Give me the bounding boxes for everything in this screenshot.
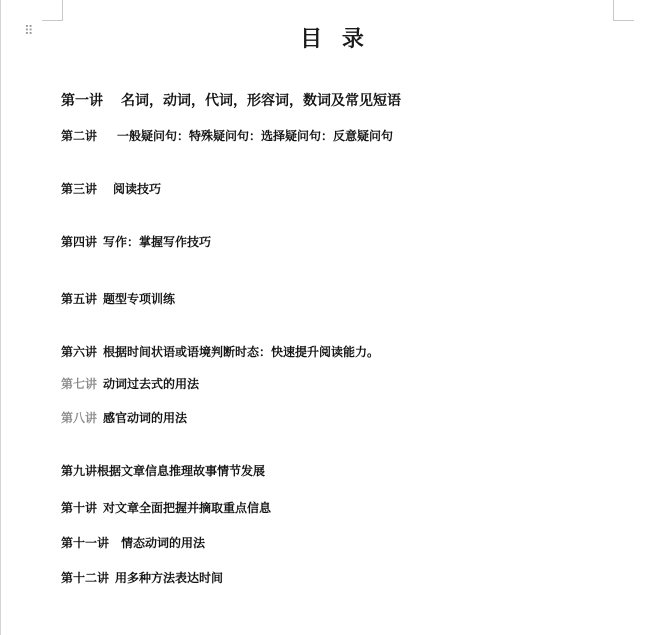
toc-entry-number: 第二讲 bbox=[61, 129, 98, 143]
toc-entry-number: 第三讲 bbox=[61, 182, 98, 196]
toc-entry-5[interactable] bbox=[61, 290, 175, 307]
toc-entry-number: 第十二讲 bbox=[61, 571, 110, 585]
toc-entry-text: 题型专项训练 bbox=[103, 292, 176, 306]
toc-entry-number: 第十讲 bbox=[61, 501, 98, 515]
toc-entry-9[interactable] bbox=[61, 462, 265, 479]
toc-entry-number: 第五讲 bbox=[61, 292, 98, 306]
toc-entry-3[interactable] bbox=[61, 180, 161, 197]
toc-entry-number: 第六讲 bbox=[61, 345, 98, 359]
margin-corner-top-right bbox=[613, 0, 634, 21]
toc-entry-number: 第九讲 bbox=[61, 464, 98, 478]
toc-entry-text: 名词，动词，代词，形容词，数词及常见短语 bbox=[121, 93, 401, 109]
drag-handle-icon[interactable]: ⠿ bbox=[24, 24, 35, 39]
toc-entry-text: 对文章全面把握并摘取重点信息 bbox=[103, 501, 272, 515]
toc-entry-number: 第四讲 bbox=[61, 235, 98, 249]
toc-entry-text: 写作：掌握写作技巧 bbox=[103, 235, 212, 249]
page-edge bbox=[0, 0, 1, 635]
toc-entry-number: 第八讲 bbox=[61, 411, 98, 425]
toc-entry-text: 一般疑问句：特殊疑问句：选择疑问句：反意疑问句 bbox=[117, 129, 394, 143]
toc-entry-7[interactable] bbox=[61, 375, 199, 392]
toc-entry-11[interactable] bbox=[61, 534, 205, 551]
toc-entry-4[interactable] bbox=[61, 233, 211, 250]
toc-entry-text: 情态动词的用法 bbox=[121, 536, 206, 550]
toc-entry-number: 第十一讲 bbox=[61, 536, 110, 550]
toc-entry-text: 根据文章信息推理故事情节发展 bbox=[97, 464, 266, 478]
margin-corner-top-left bbox=[42, 0, 63, 21]
toc-entry-number: 第七讲 bbox=[61, 377, 98, 391]
toc-entry-text: 感官动词的用法 bbox=[103, 411, 188, 425]
toc-entry-6[interactable] bbox=[61, 343, 379, 360]
page-title: 目 录 bbox=[300, 26, 370, 52]
toc-entry-text: 用多种方法表达时间 bbox=[115, 571, 224, 585]
toc-entry-1[interactable] bbox=[61, 90, 401, 110]
toc-entry-12[interactable] bbox=[61, 569, 223, 586]
toc-entry-number: 第一讲 bbox=[61, 93, 103, 109]
toc-entry-8[interactable] bbox=[61, 409, 187, 426]
toc-entry-10[interactable] bbox=[61, 499, 271, 516]
toc-entry-text: 根据时间状语或语境判断时态：快速提升阅读能力。 bbox=[103, 345, 380, 359]
toc-entry-text: 阅读技巧 bbox=[113, 182, 162, 196]
toc-entry-text: 动词过去式的用法 bbox=[103, 377, 200, 391]
toc-entry-2[interactable] bbox=[61, 127, 393, 144]
